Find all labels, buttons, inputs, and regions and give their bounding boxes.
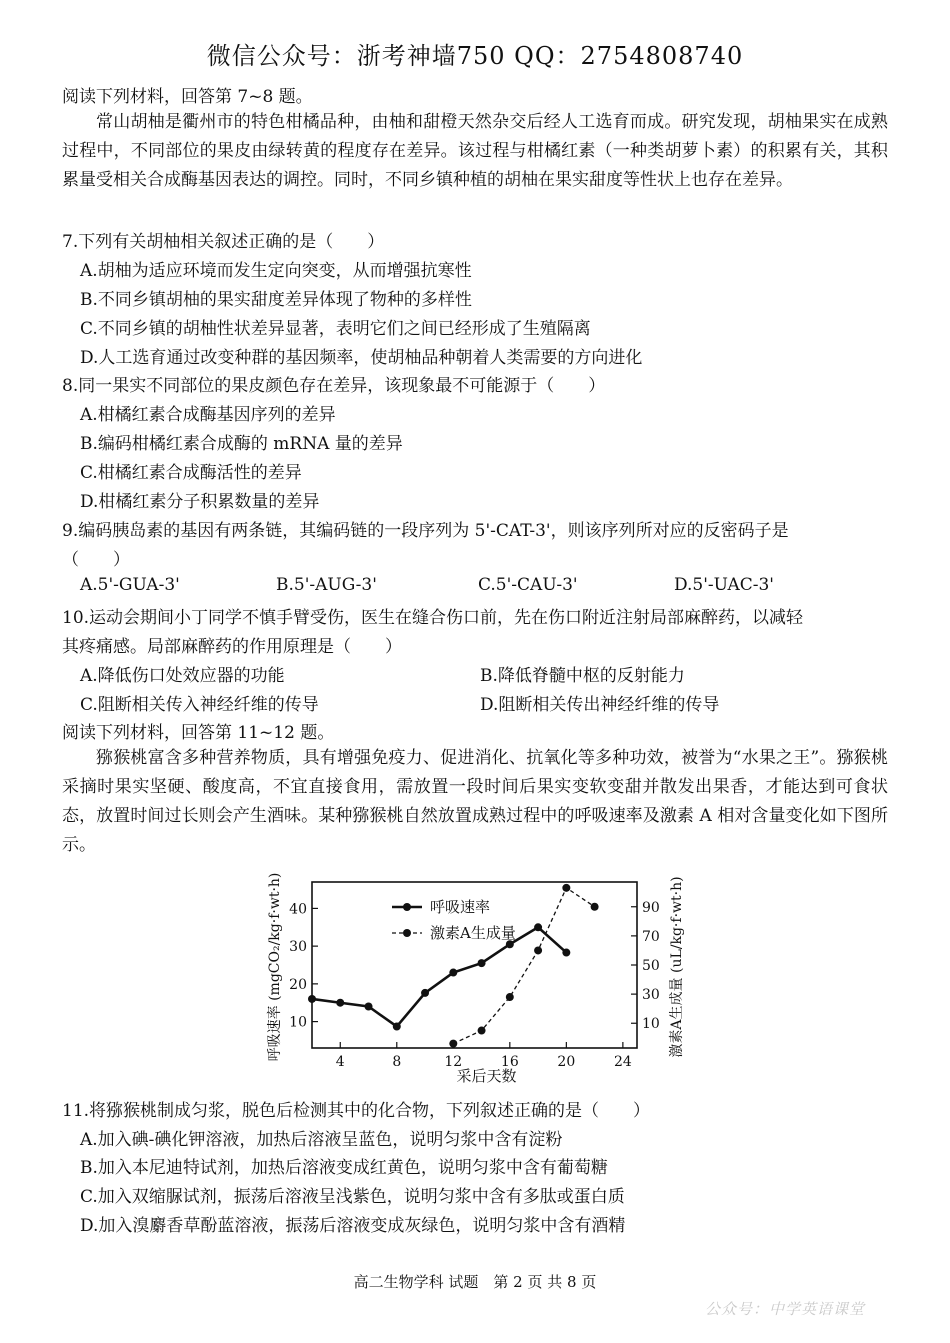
legend-label-hormone: 激素A生成量	[430, 924, 516, 942]
y2-tick-label: 10	[642, 1016, 660, 1033]
x-tick-label: 16	[500, 1054, 519, 1070]
watermark: 公众号：中学英语课堂	[705, 1300, 866, 1318]
q9-option-b: B.5'-AUG-3'	[276, 575, 377, 595]
x-tick-label: 8	[392, 1054, 402, 1070]
y2-tick-label: 30	[642, 987, 660, 1004]
data-point	[449, 1040, 457, 1048]
data-point	[308, 995, 316, 1003]
q10-stem: 10.运动会期间小丁同学不慎手臂受伤，医生在缝合伤口前，先在伤口附近注射局部麻醉药，以减轻	[62, 608, 804, 628]
q8-option-d: D.柑橘红素分子积累数量的差异	[80, 492, 320, 512]
q10-option-c: C.阻断相关传入神经纤维的传导	[80, 695, 319, 715]
q9-stem-bracket: （ ）	[62, 550, 130, 570]
data-point	[393, 1022, 401, 1030]
x-axis-label: 采后天数	[456, 1067, 517, 1085]
legend-label-respiration: 呼吸速率	[430, 898, 491, 916]
y-tick-label: 10	[289, 1014, 307, 1031]
data-point	[534, 923, 542, 931]
q10-option-a: A.降低伤口处效应器的功能	[80, 666, 285, 686]
q11-option-a: A.加入碘-碘化钾溶液，加热后溶液呈蓝色，说明匀浆中含有淀粉	[80, 1130, 563, 1150]
q8-stem: 8.同一果实不同部位的果皮颜色存在差异，该现象最不可能源于（ ）	[62, 376, 606, 396]
intro-7-8: 阅读下列材料，回答第 7~8 题。	[62, 87, 313, 107]
y2-axis-label: 激素A生成量 (uL/kg·f·wt·h)	[669, 876, 685, 1058]
x-tick-label: 4	[335, 1054, 345, 1070]
y-tick-label: 40	[289, 901, 307, 918]
data-point	[478, 1027, 486, 1035]
q8-option-a: A.柑橘红素合成酶基因序列的差异	[80, 405, 336, 425]
data-point	[534, 946, 542, 954]
y-axis-label: 呼吸速率 (mgCO₂/kg·f·wt·h)	[267, 872, 283, 1062]
page-footer: 高二生物学科 试题 第 2 页 共 8 页	[353, 1273, 597, 1291]
y-tick-label: 30	[289, 939, 307, 956]
data-point	[506, 993, 514, 1001]
q7-option-d: D.人工选育通过改变种群的基因频率，使胡柚品种朝着人类需要的方向进化	[80, 348, 643, 368]
data-point	[591, 903, 599, 911]
legend-marker-respiration	[403, 903, 411, 911]
q9-stem: 9.编码胰岛素的基因有两条链，其编码链的一段序列为 5'-CAT-3'，则该序列所对应的反密码子是	[62, 521, 789, 541]
q10-stem-cont: 其疼痛感。局部麻醉药的作用原理是（ ）	[62, 637, 402, 657]
data-point	[365, 1003, 373, 1011]
y2-tick-label: 90	[642, 899, 660, 916]
q7-option-c: C.不同乡镇的胡柚性状差异显著，表明它们之间已经形成了生殖隔离	[80, 319, 591, 339]
q11-option-b: B.加入本尼迪特试剂，加热后溶液变成红黄色，说明匀浆中含有葡萄糖	[80, 1158, 608, 1178]
q11-option-c: C.加入双缩脲试剂，振荡后溶液呈浅紫色，说明匀浆中含有多肽或蛋白质	[80, 1187, 625, 1207]
x-tick-label: 24	[613, 1054, 632, 1070]
q7-option-a: A.胡柚为适应环境而发生定向突变，从而增强抗寒性	[80, 261, 472, 281]
q7-option-b: B.不同乡镇胡柚的果实甜度差异体现了物种的多样性	[80, 290, 472, 310]
material-kiwi: 猕猴桃富含多种营养物质，具有增强免疫力、促进消化、抗氧化等多种功效，被誉为“水果之王”。猕猴桃采摘时果实坚硬、酸度高，不宜直接食用，需放置一段时间后果实变软变甜并散发出果香，才能达到可食状态，放置时间过长则会产生酒味。某种猕猴桃自然放置成熟过程中的呼吸速率及激素 A 相对含量变化如下图所示。	[62, 748, 888, 855]
q10-option-d: D.阻断相关传出神经纤维的传导	[480, 695, 720, 715]
material-huyou: 常山胡柚是衢州市的特色柑橘品种，由柚和甜橙天然杂交后经人工选育而成。研究发现，胡柚果实在成熟过程中，不同部位的果皮由绿转黄的程度存在差异。该过程与柑橘红素（一种类胡萝卜素）的积累有关，其积累量受相关合成酶基因表达的调控。同时，不同乡镇种植的胡柚在果实甜度等性状上也存在差异。	[62, 112, 888, 190]
series-line-0	[312, 927, 566, 1026]
y2-tick-label: 50	[642, 958, 660, 974]
q11-option-d: D.加入溴麝香草酚蓝溶液，振荡后溶液变成灰绿色，说明匀浆中含有酒精	[80, 1216, 626, 1236]
x-tick-label: 12	[444, 1054, 463, 1070]
q9-option-a: A.5'-GUA-3'	[80, 575, 180, 595]
q9-option-c: C.5'-CAU-3'	[478, 575, 578, 595]
q11-stem: 11.将猕猴桃制成匀浆，脱色后检测其中的化合物，下列叙述正确的是（ ）	[62, 1101, 651, 1121]
legend-marker-hormone	[403, 929, 411, 937]
page-header: 微信公众号：浙考神墙750 QQ：2754808740	[206, 42, 744, 70]
data-point	[449, 969, 457, 977]
q8-option-b: B.编码柑橘红素合成酶的 mRNA 量的差异	[80, 434, 403, 454]
x-tick-label: 20	[557, 1054, 576, 1070]
data-point	[478, 959, 486, 967]
data-point	[562, 884, 570, 892]
data-point	[421, 989, 429, 997]
y2-tick-label: 70	[642, 928, 660, 945]
y-tick-label: 20	[289, 976, 307, 993]
data-point	[336, 999, 344, 1007]
q7-stem: 7.下列有关胡柚相关叙述正确的是（ ）	[62, 232, 385, 252]
intro-11-12: 阅读下列材料，回答第 11~12 题。	[62, 723, 335, 743]
data-point	[562, 949, 570, 957]
q10-option-b: B.降低脊髓中枢的反射能力	[480, 666, 685, 686]
q9-option-d: D.5'-UAC-3'	[674, 575, 774, 595]
q8-option-c: C.柑橘红素合成酶活性的差异	[80, 463, 302, 483]
